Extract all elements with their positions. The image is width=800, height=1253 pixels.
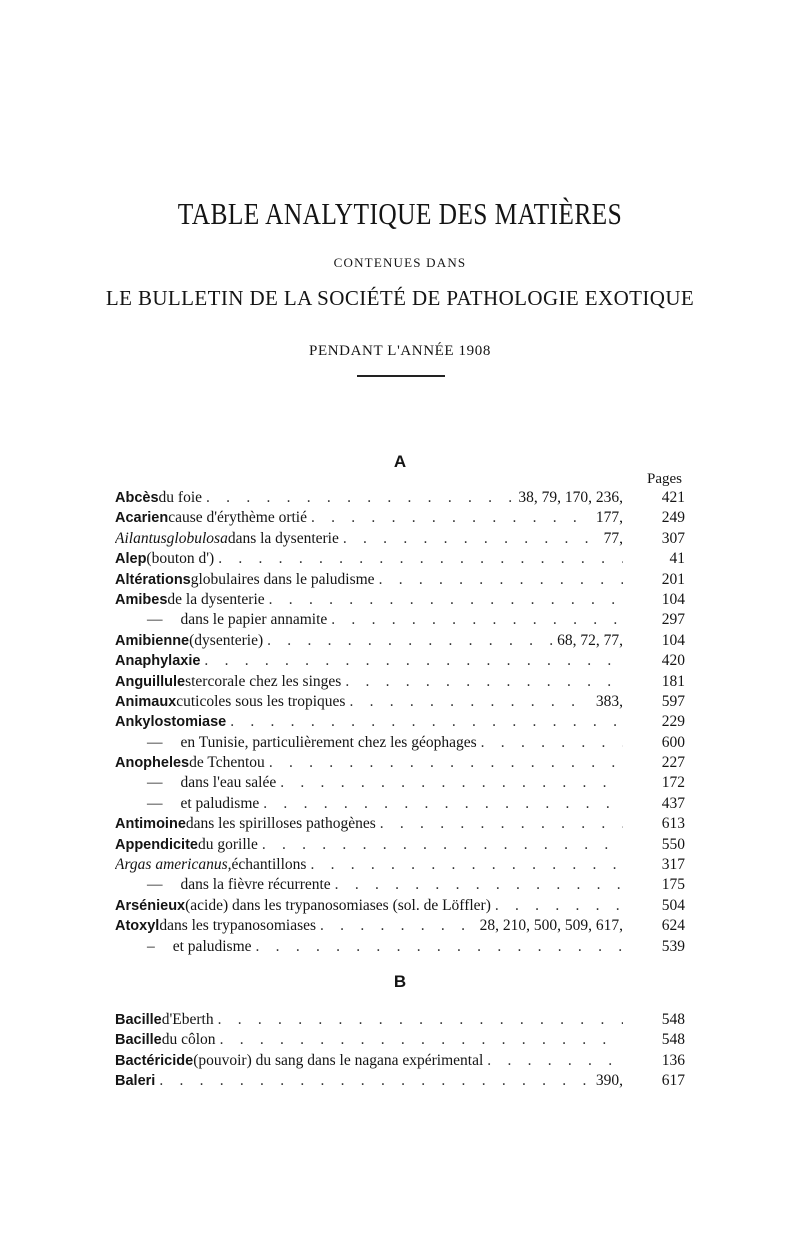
entry-text — [115, 795, 627, 813]
dot-leader — [331, 611, 623, 629]
entry-page-number: 181 — [661, 672, 685, 690]
entry-text — [115, 550, 627, 568]
index-entry — [115, 1052, 685, 1072]
dot-leader — [335, 876, 623, 894]
entry-term: Baleri — [115, 1073, 156, 1090]
title-divider — [357, 375, 445, 377]
year-line: PENDANT L'ANNÉE 1908 — [309, 343, 491, 359]
entry-description: dans le papier annamite — [180, 611, 328, 629]
entry-description: d'Eberth — [161, 1011, 214, 1028]
index-entry — [115, 652, 685, 672]
entry-description: (pouvoir) du sang dans le nagana expérimental — [193, 1051, 484, 1069]
entry-page-number: 597 — [661, 692, 685, 710]
dot-leader — [220, 1031, 623, 1049]
entry-text — [115, 774, 627, 792]
index-entry — [115, 632, 685, 652]
entry-text — [115, 713, 627, 731]
entry-page-number: 548 — [661, 1011, 685, 1028]
entry-term: Amibienne — [115, 632, 190, 649]
entry-description: échantillons — [231, 856, 307, 874]
entry-term: Bacille — [115, 1032, 162, 1049]
entry-page-refs: 177, — [595, 509, 623, 527]
index-entry — [115, 550, 685, 570]
entry-term: Anopheles — [115, 755, 190, 772]
index-entry — [115, 795, 685, 815]
entry-page-number: 172 — [661, 774, 685, 792]
index-list-a — [115, 489, 685, 958]
entry-description: dans les trypanosomiases — [159, 917, 317, 935]
entry-term: Antimoine — [115, 816, 186, 833]
entry-page-number: 548 — [661, 1031, 685, 1049]
entry-page-number: 600 — [661, 733, 685, 751]
entry-text — [115, 571, 627, 589]
entry-description: de la dysenterie — [167, 590, 265, 608]
entry-page-number: 613 — [661, 815, 685, 833]
section-letter-a: A — [393, 452, 407, 471]
index-entry — [115, 693, 685, 713]
entry-page-number: 317 — [661, 856, 685, 874]
dot-leader — [218, 1011, 623, 1029]
entry-page-number: 421 — [661, 489, 685, 506]
entry-text — [115, 734, 627, 752]
document-subtitle: CONTENUES DANS — [333, 255, 467, 270]
entry-description: du gorille — [197, 835, 258, 853]
dot-leader — [269, 754, 623, 772]
dot-leader — [262, 836, 623, 854]
entry-description: (acide) dans les trypanosomiases (sol. de Löffler) — [185, 896, 491, 914]
entry-term: Abcès — [115, 490, 159, 506]
entry-dash: — — [147, 611, 163, 629]
entry-term: Animaux — [115, 693, 177, 710]
entry-page-number: 624 — [661, 917, 685, 935]
entry-page-number: 175 — [661, 876, 685, 894]
index-entry — [115, 1011, 685, 1031]
entry-description: du côlon — [161, 1031, 216, 1049]
index-entry — [115, 897, 685, 917]
index-entry — [115, 673, 685, 693]
entry-text — [115, 856, 627, 874]
entry-description-cont: dans la dysenterie — [227, 529, 339, 547]
entry-text — [115, 1031, 627, 1049]
entry-text — [115, 836, 627, 854]
entry-page-number: 617 — [661, 1072, 685, 1090]
entry-page-number: 104 — [661, 631, 685, 649]
entry-page-number: 420 — [661, 652, 685, 670]
dot-leader — [310, 856, 623, 874]
index-entry — [115, 530, 685, 550]
index-entry — [115, 1072, 685, 1092]
entry-page-number: 249 — [661, 509, 685, 527]
dot-leader — [320, 917, 476, 935]
entry-text — [115, 530, 627, 548]
entry-page-number: 229 — [661, 713, 685, 731]
index-entry — [115, 856, 685, 876]
entry-dash: — — [147, 794, 163, 812]
entry-text — [115, 591, 627, 609]
entry-text — [115, 917, 627, 935]
dot-leader — [311, 509, 592, 527]
pages-column-heading: Pages — [647, 471, 682, 487]
index-entry — [115, 734, 685, 754]
entry-dash: — — [147, 876, 163, 894]
index-entry — [115, 571, 685, 591]
entry-term: Atoxyl — [115, 918, 160, 935]
index-entry — [115, 938, 685, 958]
entry-description: (dysenterie) — [189, 631, 264, 649]
dot-leader — [263, 795, 623, 813]
entry-description: dans les spirilloses pathogènes — [185, 815, 376, 833]
dot-leader — [379, 571, 623, 589]
entry-term: Amibes — [115, 591, 168, 608]
entry-text — [115, 509, 627, 527]
entry-description: stercorale chez les singes — [185, 672, 342, 690]
document-title: TABLE ANALYTIQUE DES MATIÈRES — [177, 196, 623, 231]
entry-term: Acarien — [115, 510, 169, 527]
entry-text — [115, 611, 627, 629]
entry-description: du foie — [158, 489, 203, 506]
dot-leader — [267, 632, 553, 650]
index-list-b — [115, 1011, 685, 1093]
entry-page-number: 307 — [661, 529, 685, 547]
entry-page-number: 504 — [661, 896, 685, 914]
dot-leader — [481, 734, 623, 752]
entry-text — [115, 938, 627, 956]
entry-description: et paludisme — [180, 794, 260, 812]
entry-term: Arsénieux — [115, 897, 186, 914]
dot-leader — [256, 938, 623, 956]
dot-leader — [345, 673, 623, 691]
dot-leader — [280, 774, 623, 792]
entry-page-number: 136 — [661, 1051, 685, 1069]
entry-term: Bactéricide — [115, 1052, 194, 1069]
section-letter-b: B — [393, 972, 407, 991]
entry-term: Anaphylaxie — [115, 653, 201, 670]
entry-text — [115, 632, 627, 650]
index-entry — [115, 754, 685, 774]
dot-leader — [380, 815, 623, 833]
index-entry — [115, 509, 685, 529]
entry-description: globulosa — [166, 529, 228, 547]
dot-leader — [349, 693, 591, 711]
entry-text — [115, 652, 627, 670]
entry-dash: – — [147, 937, 155, 955]
entry-dash: — — [147, 733, 163, 751]
dot-leader — [218, 550, 623, 568]
index-entry — [115, 1031, 685, 1051]
bulletin-title: LE BULLETIN DE LA SOCIÉTÉ DE PATHOLOGIE EXOTIQUE — [105, 286, 695, 310]
entry-page-refs: 390, — [595, 1072, 623, 1090]
entry-term: Ankylostomiase — [115, 714, 227, 731]
entry-text — [115, 489, 627, 507]
dot-leader — [159, 1072, 592, 1090]
entry-text — [115, 1072, 627, 1090]
entry-description: cause d'érythème ortié — [168, 509, 307, 527]
index-entry — [115, 489, 685, 509]
entry-page-number: 227 — [661, 754, 685, 772]
entry-description: dans l'eau salée — [180, 774, 277, 792]
index-entry — [115, 917, 685, 937]
entry-term: Appendicite — [115, 836, 198, 853]
entry-term: Argas americanus, — [115, 856, 232, 874]
entry-term: Anguillule — [115, 673, 186, 690]
entry-text — [115, 754, 627, 772]
dot-leader — [230, 713, 623, 731]
index-entry — [115, 713, 685, 733]
entry-page-number: 539 — [661, 937, 685, 955]
dot-leader — [495, 897, 623, 915]
dot-leader — [204, 652, 623, 670]
entry-term: Ailantus — [115, 529, 167, 547]
entry-page-refs: 28, 210, 500, 509, 617, — [479, 917, 623, 935]
entry-page-number: 437 — [661, 794, 685, 812]
entry-description: et paludisme — [172, 937, 252, 955]
index-entry — [115, 836, 685, 856]
dot-leader — [269, 591, 623, 609]
entry-dash: — — [147, 774, 163, 792]
entry-term: Bacille — [115, 1012, 162, 1028]
entry-text — [115, 815, 627, 833]
index-entry — [115, 611, 685, 631]
entry-description: globulaires dans le paludisme — [190, 570, 375, 588]
entry-term: Alep — [115, 551, 147, 568]
entry-page-number: 104 — [661, 590, 685, 608]
entry-page-number: 297 — [661, 611, 685, 629]
entry-text — [115, 876, 627, 894]
entry-text — [115, 1052, 627, 1070]
entry-description: dans la fièvre récurrente — [180, 876, 331, 894]
entry-text — [115, 897, 627, 915]
entry-description: de Tchentou — [189, 754, 265, 772]
entry-page-number: 41 — [669, 550, 685, 568]
entry-page-refs: 38, 79, 170, 236, — [518, 489, 623, 506]
entry-description: cuticoles sous les tropiques — [176, 692, 346, 710]
entry-description: en Tunisie, particulièrement chez les géophages — [180, 733, 477, 751]
index-entry — [115, 774, 685, 794]
entry-page-number: 201 — [661, 570, 685, 588]
entry-text — [115, 1011, 627, 1029]
entry-text — [115, 693, 627, 711]
index-entry — [115, 876, 685, 896]
dot-leader — [487, 1052, 623, 1070]
entry-description: (bouton d') — [146, 550, 215, 568]
entry-page-refs: 68, 72, 77, — [557, 631, 623, 649]
index-entry — [115, 815, 685, 835]
entry-term: Altérations — [115, 571, 191, 588]
entry-page-refs: 77, — [603, 529, 623, 547]
entry-text — [115, 673, 627, 691]
index-entry — [115, 591, 685, 611]
entry-page-number: 550 — [661, 835, 685, 853]
dot-leader — [206, 489, 514, 507]
dot-leader — [343, 530, 600, 548]
entry-page-refs: 383, — [595, 692, 623, 710]
